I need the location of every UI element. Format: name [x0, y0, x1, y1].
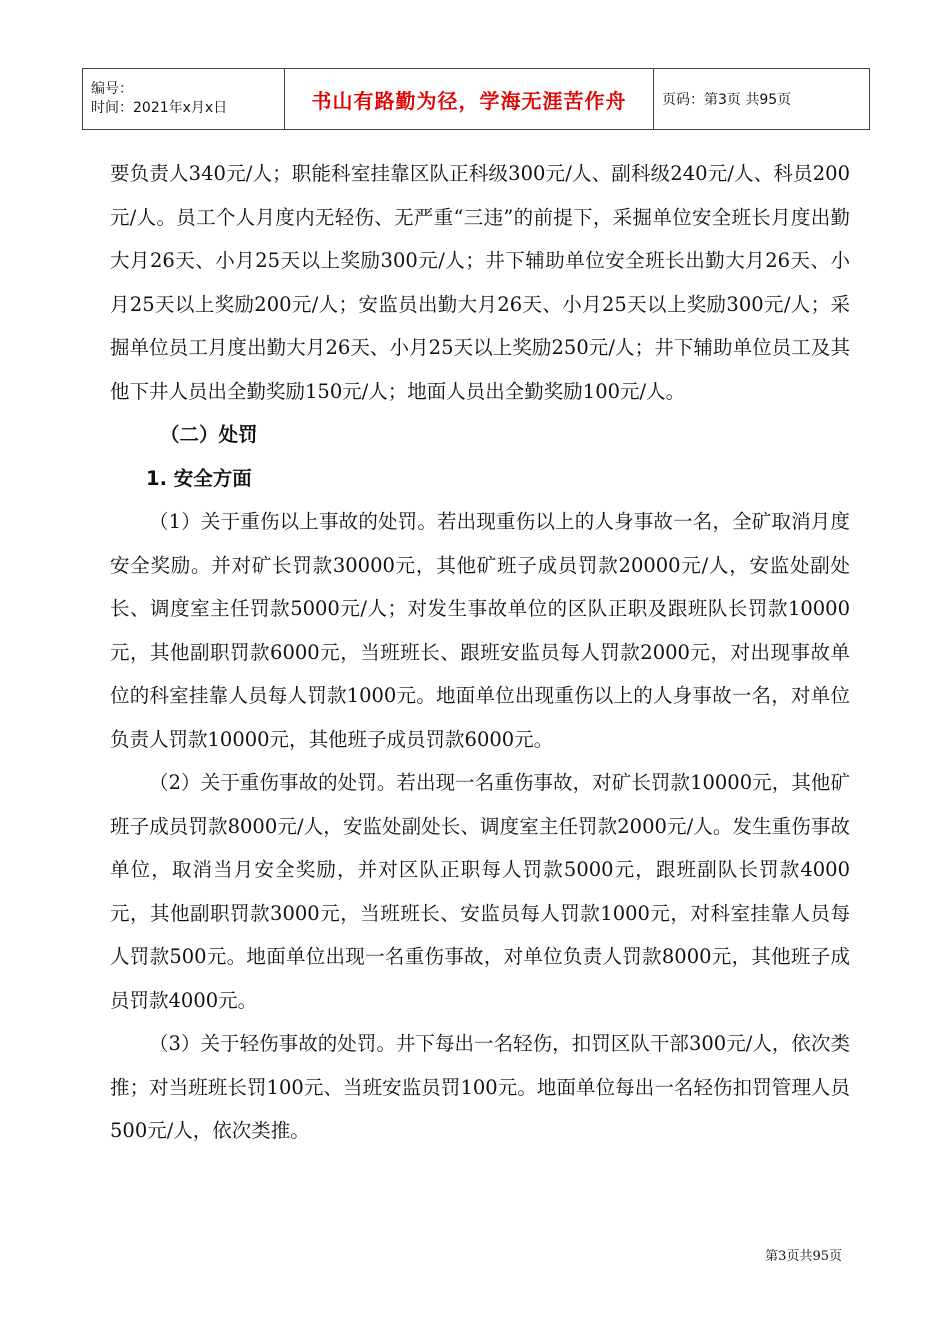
header-motto: 书山有路勤为径，学海无涯苦作舟 — [285, 69, 654, 130]
section-heading-penalty: （二）处罚 — [160, 423, 258, 446]
page-footer: 第3页共95页 — [765, 1249, 842, 1264]
header-meta — [83, 69, 285, 130]
date-label: 时间：2021年x月x日 — [91, 100, 228, 116]
subsection-heading-safety: 1. 安全方面 — [146, 466, 252, 490]
code-label: 编号： — [91, 81, 133, 97]
paragraph-minor-injury: （3）关于轻伤事故的处罚。井下每出一名轻伤，扣罚区队干部300元/人，依次类推；对当班班长罚100元、当班安监员罚100元。地面单位每出一名轻伤扣罚管理人员500元/人，依次类推。 — [110, 1032, 850, 1142]
paragraph-serious-injury-above: （1）关于重伤以上事故的处罚。若出现重伤以上的人身事故一名，全矿取消月度安全奖励。并对矿长罚款30000元，其他矿班子成员罚款20000元/人，安监处副处长、调度室主任罚款5000元/人；对发生事故单位的区队正职及跟班队长罚款10000元，其他副职罚款6000元，当班班长、跟班安监员每人罚款2000元，对出现事故单位的科室挂靠人员每人罚款1000元。地面单位出现重伤以上的人身事故一名，对单位负责人罚款10000元，其他班子成员罚款6000元。 — [110, 510, 850, 751]
document-body — [110, 152, 850, 1153]
header-page-label: 页码：第3页 共95页 — [654, 69, 870, 130]
paragraph-reward-continued: 要负责人340元/人；职能科室挂靠区队正科级300元/人、副科级240元/人、科员200元/人。员工个人月度内无轻伤、无严重“三违”的前提下，采掘单位安全班长月度出勤大月26天、小月25天以上奖励300元/人；井下辅助单位安全班长出勤大月26天、小月25天以上奖励200元/人；安监员出勤大月26天、小月25天以上奖励300元/人；采掘单位员工月度出勤大月26天、小月25天以上奖励250元/人；井下辅助单位员工及其他下井人员出全勤奖励150元/人；地面人员出全勤奖励100元/人。 — [110, 162, 850, 403]
document-header — [82, 68, 870, 130]
paragraph-serious-injury: （2）关于重伤事故的处罚。若出现一名重伤事故，对矿长罚款10000元，其他矿班子成员罚款8000元/人，安监处副处长、调度室主任罚款2000元/人。发生重伤事故单位，取消当月安全奖励，并对区队正职每人罚款5000元，跟班副队长罚款4000元，其他副职罚款3000元，当班班长、安监员每人罚款1000元，对科室挂靠人员每人罚款500元。地面单位出现一名重伤事故，对单位负责人罚款8000元，其他班子成员罚款4000元。 — [110, 771, 850, 1012]
